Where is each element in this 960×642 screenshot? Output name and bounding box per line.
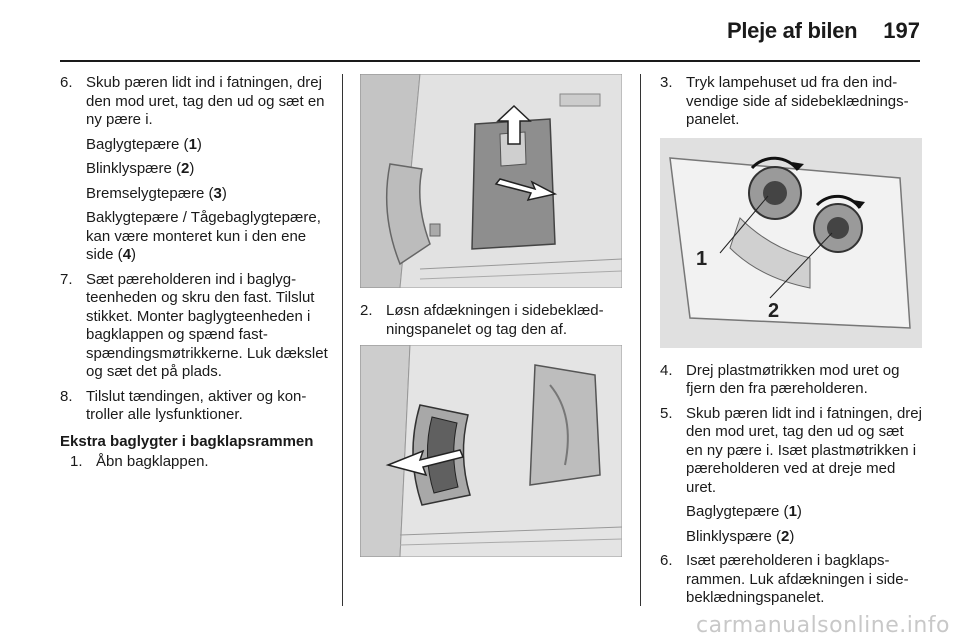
bulb-number: 2 bbox=[181, 160, 190, 177]
bulb-close-paren: ) bbox=[196, 135, 202, 153]
step-number: 4. bbox=[660, 361, 673, 379]
step-text: Tilslut tændingen, aktiver og kontroller alle lysfunktioner. bbox=[86, 387, 307, 423]
bulb-item-1 bbox=[660, 503, 922, 522]
column-2 bbox=[360, 74, 622, 557]
watermark: carmanualsonline.info bbox=[696, 613, 950, 638]
substep-1 bbox=[60, 453, 332, 472]
bulb-item-4 bbox=[60, 209, 332, 265]
step-3 bbox=[660, 74, 922, 130]
bulb-label: Baglygtepære ( bbox=[86, 135, 189, 153]
step-text: Løsn afdækningen i sidebeklædningspanelet og tag den af. bbox=[386, 302, 604, 338]
column-divider-right bbox=[640, 74, 641, 606]
step-number: 7. bbox=[60, 270, 73, 288]
bulb-number: 1 bbox=[188, 135, 197, 153]
step-number: 2. bbox=[360, 302, 373, 319]
bulb-close-paren: ) bbox=[789, 527, 795, 545]
bulb-number: 1 bbox=[788, 503, 797, 520]
figure-remove-cover bbox=[360, 345, 622, 557]
section-heading: Ekstra baglygter i bagklapsrammen bbox=[60, 432, 314, 450]
step-number: 6. bbox=[60, 74, 73, 91]
bulb-label: Baklygtepære / Tågebaglygtepære, kan være monteret kun i den ene side ( bbox=[86, 209, 321, 263]
chapter-title: Pleje af bilen bbox=[726, 18, 858, 43]
step-2 bbox=[360, 302, 622, 339]
header-rule bbox=[60, 60, 920, 62]
bulb-close-paren: ) bbox=[796, 503, 802, 520]
bulb-number: 2 bbox=[781, 527, 790, 545]
step-text: Isæt pæreholderen i bagklapsrammen. Luk afdækningen i sidebeklædningspanelet. bbox=[686, 552, 909, 606]
figure-bulb-holders bbox=[660, 138, 922, 348]
bulb-number: 4 bbox=[122, 246, 132, 263]
step-5 bbox=[660, 405, 922, 498]
bulb-holders-illustration bbox=[660, 138, 922, 348]
bulb-label: Baglygtepære ( bbox=[686, 503, 789, 520]
step-6b bbox=[660, 552, 922, 608]
step-text: Skub pæren lidt ind i fatningen, drej den mod uret, tag den ud og sæt en ny pære i. bbox=[86, 74, 325, 128]
bulb-close-paren: ) bbox=[189, 160, 195, 177]
step-text: Skub pæren lidt ind i fatningen, drej den mod uret, tag den ud og sæt en ny pære i. Isæt plastmøtrikken i pæreholderen ved at dreje med uret. bbox=[686, 404, 922, 496]
bulb-close-paren: ) bbox=[131, 246, 137, 263]
remove-cover-illustration bbox=[360, 345, 622, 557]
step-6 bbox=[60, 74, 332, 130]
callout-1: 1 bbox=[696, 247, 708, 270]
step-text: Tryk lampehuset ud fra den indvendige side af sidebeklædningspanelet. bbox=[686, 74, 909, 128]
column-3 bbox=[660, 74, 922, 614]
step-8 bbox=[60, 388, 332, 425]
bulb-item-3 bbox=[60, 185, 332, 204]
column-1 bbox=[60, 74, 332, 478]
bulb-label: Bremselygtepære ( bbox=[86, 184, 214, 202]
step-text: Sæt pæreholderen ind i baglygteenheden og skru den fast. Tilslut stikket. Monter baglygteenheden i bagklappen og spænd fastspændingsmøtrikkerne. Luk dækslet og sæt det på plads. bbox=[86, 270, 328, 380]
step-number: 3. bbox=[660, 74, 673, 91]
bulb-label: Blinklyspære ( bbox=[686, 527, 782, 545]
step-text: Drej plastmøtrikken mod uret og fjern den fra pæreholderen. bbox=[686, 361, 900, 397]
step-number: 1. bbox=[70, 453, 83, 470]
step-4 bbox=[660, 362, 922, 399]
column-divider-left bbox=[342, 74, 343, 606]
bulb-number: 3 bbox=[213, 184, 222, 202]
bulb-close-paren: ) bbox=[221, 184, 227, 202]
step-number: 5. bbox=[660, 404, 673, 422]
bulb-item-1 bbox=[60, 136, 332, 155]
step-number: 6. bbox=[660, 552, 673, 569]
step-7 bbox=[60, 271, 332, 382]
step-number: 8. bbox=[60, 387, 73, 405]
page-header bbox=[727, 18, 920, 58]
callout-2: 2 bbox=[768, 299, 780, 322]
bulb-item-2 bbox=[60, 160, 332, 179]
trunk-cover-illustration bbox=[360, 74, 622, 288]
bulb-item-2 bbox=[660, 528, 922, 547]
step-text: Åbn bagklappen. bbox=[96, 453, 209, 470]
bulb-label: Blinklyspære ( bbox=[86, 160, 182, 177]
figure-trunk-cover bbox=[360, 74, 622, 288]
page-number: 197 bbox=[883, 18, 920, 43]
